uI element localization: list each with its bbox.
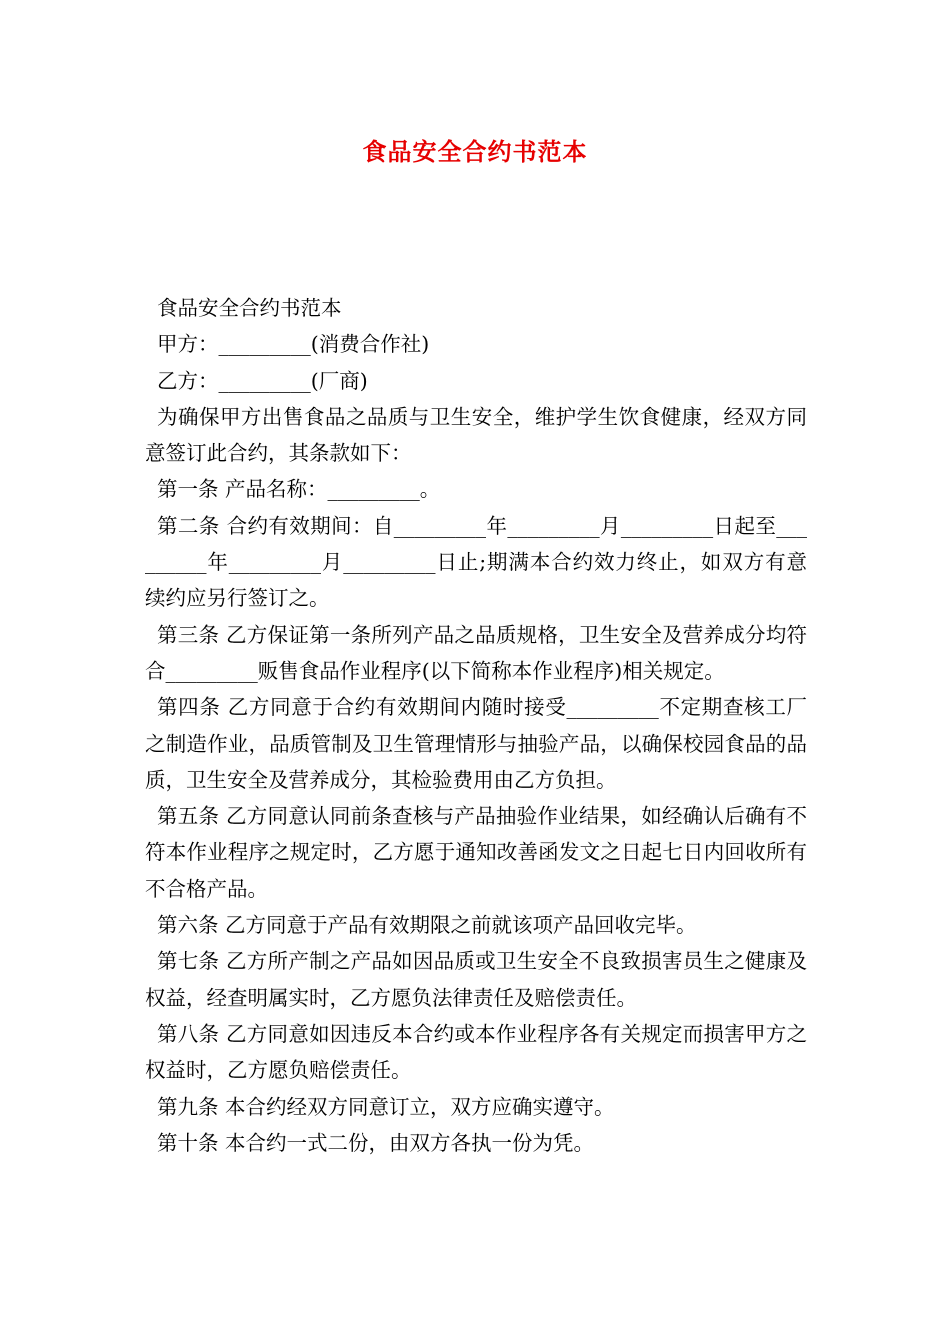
document-body: [145, 290, 807, 1161]
article-7: 第七条 乙方所产制之产品如因品质或卫生安全不良致损害员生之健康及权益，经查明属实时，乙方愿负法律责任及赔偿责任。: [145, 949, 807, 1010]
article-1: 第一条 产品名称：_________。: [157, 477, 441, 502]
article-3: 第三条 乙方保证第一条所列产品之品质规格，卫生安全及营养成分均符合_________贩售食品作业程序(以下简称本作业程序)相关规定。: [145, 622, 807, 683]
article-8: 第八条 乙方同意如因违反本合约或本作业程序各有关规定而损害甲方之权益时，乙方愿负赔偿责任。: [145, 1021, 807, 1083]
page-title: 食品安全合约书范本: [362, 137, 588, 166]
article-6: 第六条 乙方同意于产品有效期限之前就该项产品回收完毕。: [157, 913, 697, 938]
subtitle-paragraph: 食品安全合约书范本: [157, 296, 342, 320]
party-a-paragraph: 甲方：_________(消费合作社): [157, 332, 430, 357]
article-5: 第五条 乙方同意认同前条查核与产品抽验作业结果，如经确认后确有不符本作业程序之规定时，乙方愿于通知改善函发文之日起七日内回收所有不合格产品。: [145, 804, 807, 901]
article-4: 第四条 乙方同意于合约有效期间内随时接受_________不定期查核工厂之制造作业，品质管制及卫生管理情形与抽验产品，以确保校园食品的品质，卫生安全及营养成分，其检验费用由乙方负担。: [145, 695, 807, 792]
party-b-paragraph: 乙方：_________(厂商): [157, 368, 368, 393]
preamble-paragraph: 为确保甲方出售食品之品质与卫生安全，维护学生饮食健康，经双方同意签订此合约，其条款如下：: [145, 404, 807, 466]
article-9: 第九条 本合约经双方同意订立，双方应确实遵守。: [157, 1094, 615, 1119]
article-10: 第十条 本合约一式二份，由双方各执一份为凭。: [157, 1130, 595, 1155]
article-2: 第二条 合约有效期间：自_________年_________月_________日起至_________年_________月_________日止;期满本合约效力终止，如双方有意续约应另行签订之。: [145, 513, 807, 611]
